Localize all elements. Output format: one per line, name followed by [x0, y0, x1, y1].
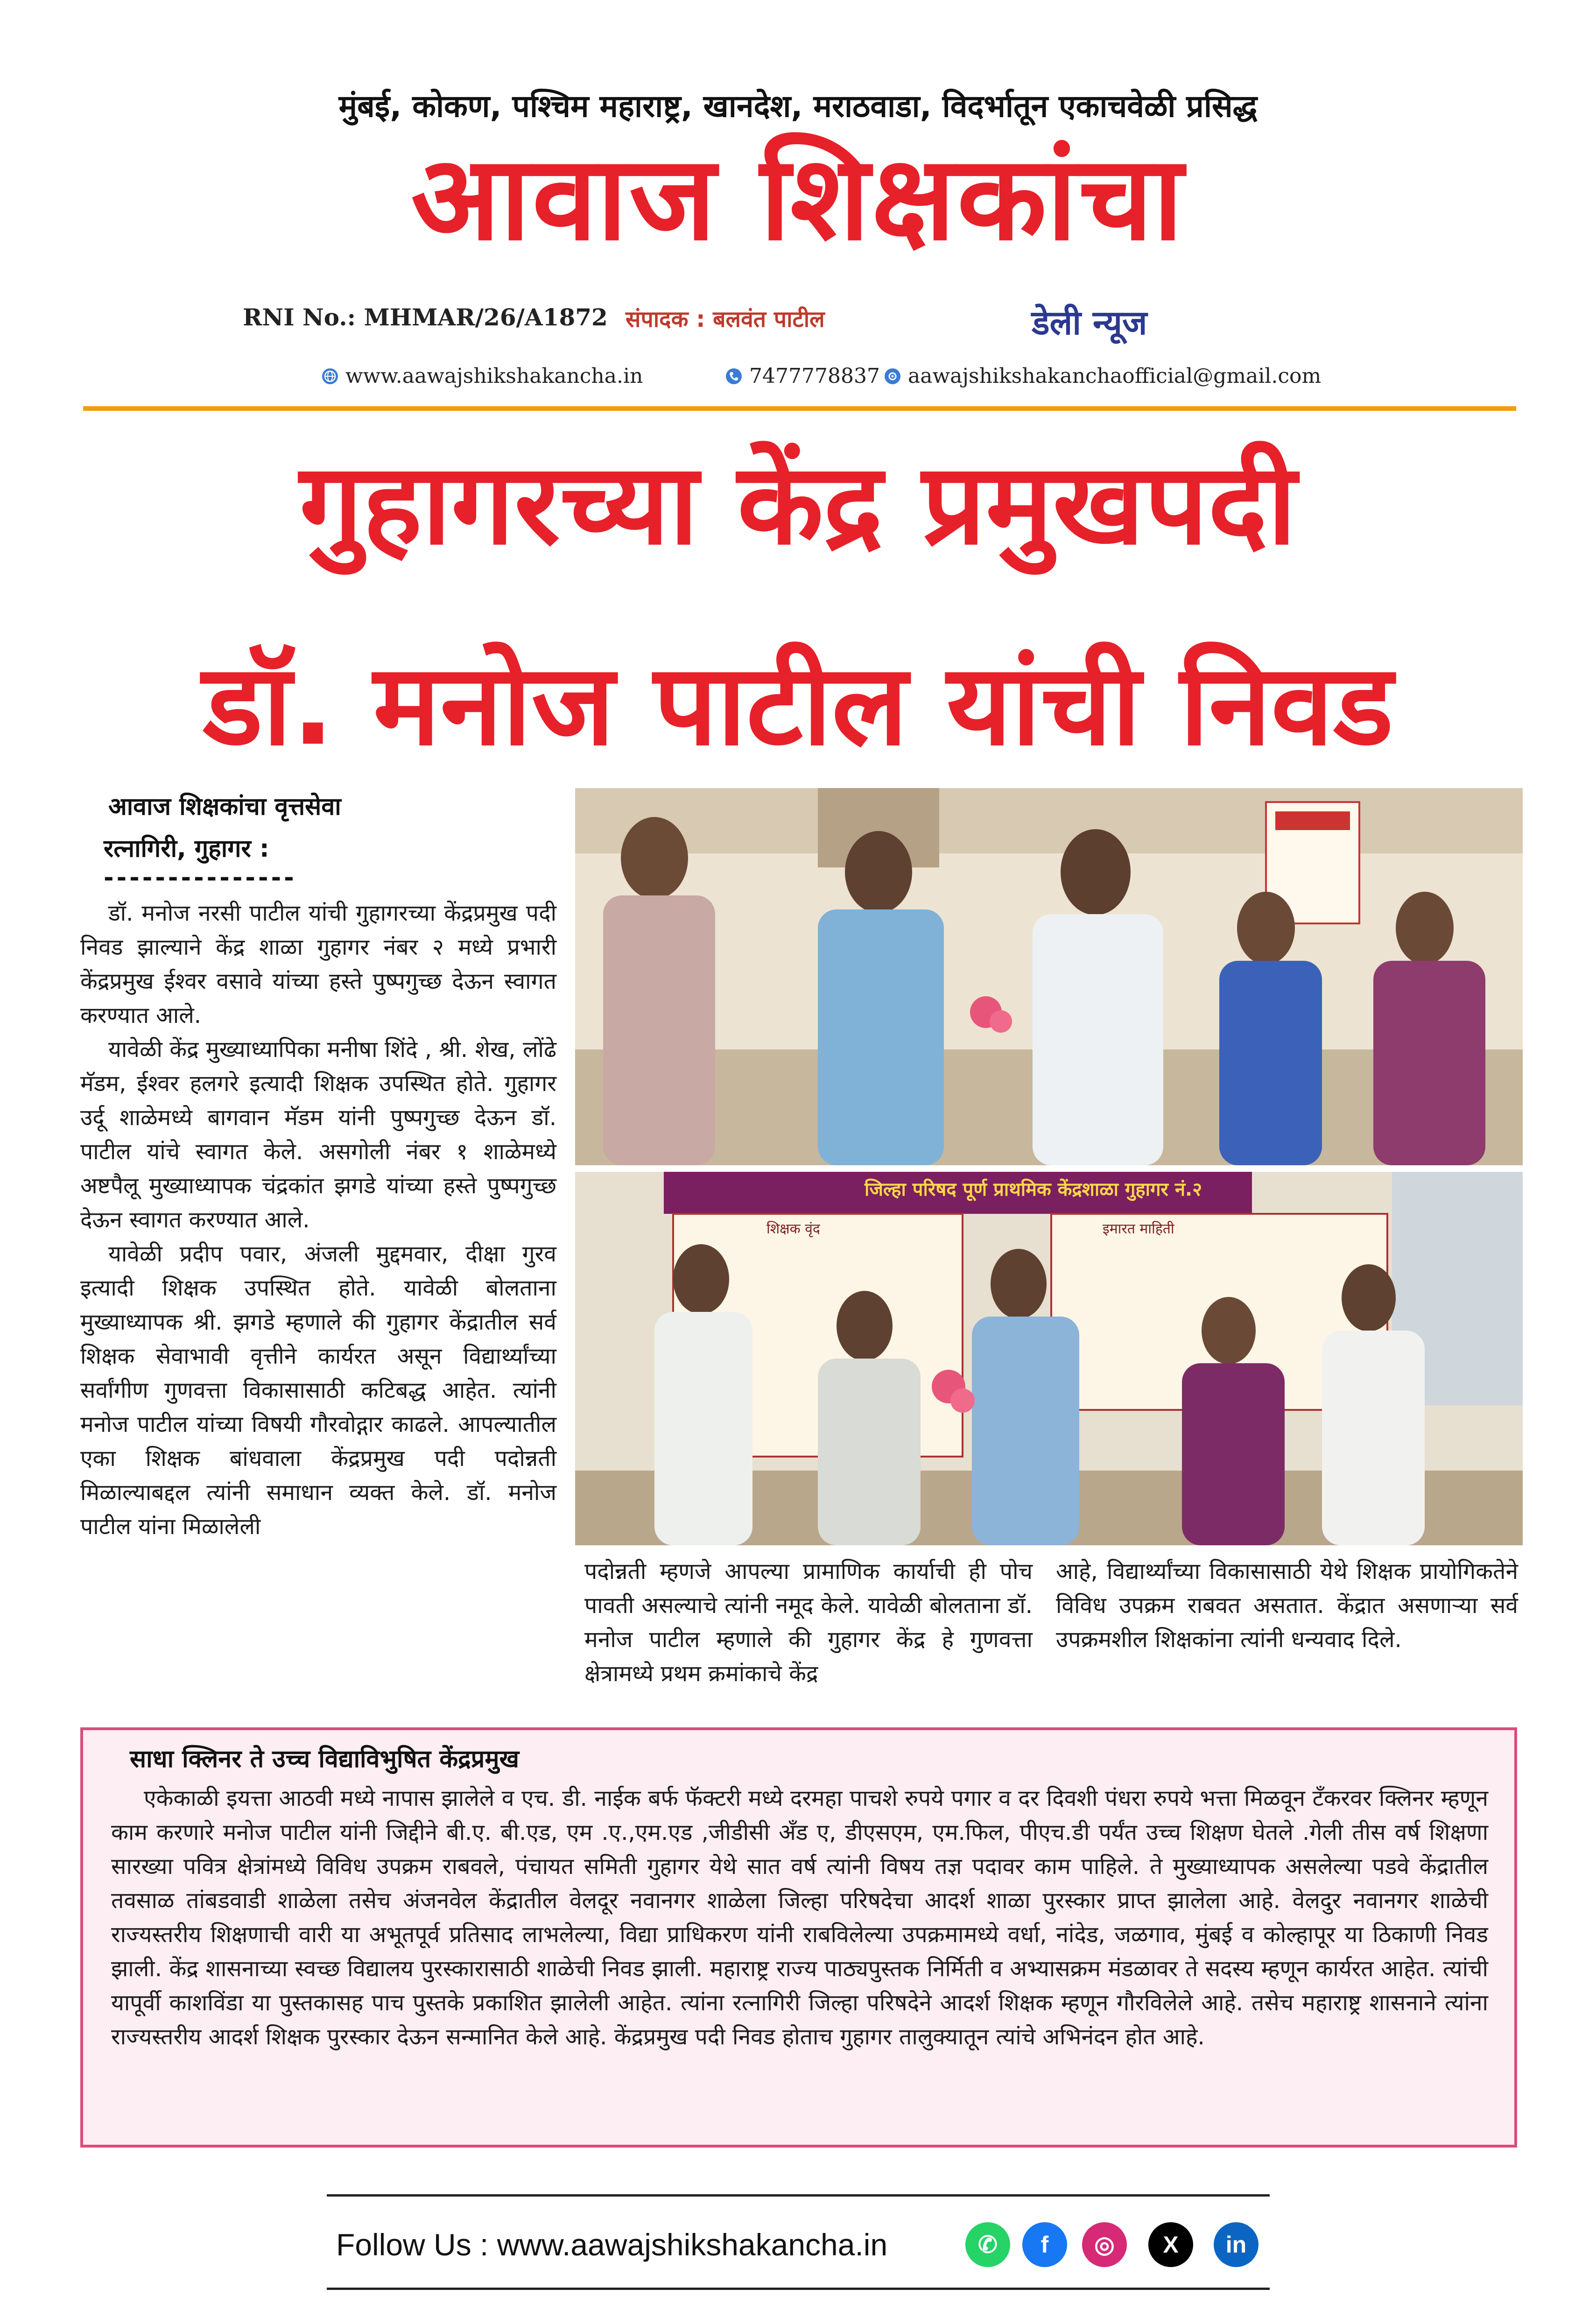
school-banner-text: जिल्हा परिषद पूर्ण प्राथमिक केंद्रशाळा गुहागर नं.२: [865, 1179, 1202, 1200]
contact-website[interactable]: [322, 364, 643, 388]
rni-number: RNI No.: MHMAR/26/A1872: [243, 303, 608, 331]
footer-bottom-rule: [327, 2288, 1270, 2290]
follow-us-text[interactable]: Follow Us : www.aawajshikshakancha.in: [336, 2227, 888, 2262]
news-service-credit: आवाज शिक्षकांचा वृत्तसेवा: [108, 793, 341, 821]
article-paragraph: आहे, विद्यार्थ्यांच्या विकासासाठी येथे शिक्षक प्रायोगिकतेने विविध उपक्रम राबवत असतात. केंद्रात असणाऱ्या सर्व उपक्रमशील शिक्षकांना त्यांनी धन्यवाद दिले.: [1056, 1558, 1518, 1653]
header-divider: [83, 406, 1516, 411]
headline-line-1: गुहागरच्या केंद्र प्रमुखपदी: [299, 439, 1297, 570]
edition-label: डेली न्यूज: [1032, 303, 1147, 342]
x-icon[interactable]: X: [1148, 2222, 1193, 2267]
masthead-tagline: मुंबई, कोकण, पश्चिम महाराष्ट्र, खानदेश, मराठवाडा, विदर्भातून एकाचवेळी प्रसिद्ध: [338, 88, 1258, 124]
email-icon: [885, 368, 900, 384]
phone-text: 7477778837: [749, 364, 880, 388]
headline-line-2: डॉ. मनोज पाटील यांची निवड: [203, 640, 1393, 770]
dateline-place: रत्नागिरी, गुहागर :: [104, 835, 269, 863]
linkedin-icon[interactable]: in: [1214, 2222, 1259, 2267]
contact-email[interactable]: [885, 364, 1321, 388]
board-label-building: इमारत माहिती: [1103, 1221, 1174, 1237]
article-middle-column: [584, 1555, 1033, 1691]
whatsapp-icon[interactable]: ✆: [965, 2222, 1010, 2267]
facebook-icon[interactable]: f: [1022, 2222, 1067, 2267]
instagram-icon[interactable]: ◎: [1082, 2222, 1127, 2267]
biography-paragraph: एकेकाळी इयत्ता आठवी मध्ये नापास झालेले व एच. डी. नाईक बर्फ फॅक्टरी मध्ये दरमहा पाचशे रुपये पगार व दर दिवशी पंधरा रुपये भत्ता मिळवून टँकरवर क्लिनर म्हणून काम करणारे मनोज पाटील यांनी जिद्दीने बी.ए. बी.एड, एम .ए.,एम.एड ,जीडीसी अँड ए, डीएसएम, एम.फिल, पीएच.डी पर्यंत उच्च शिक्षण घेतले .गेली तीस वर्ष शिक्षणा सारख्या पवित्र क्षेत्रांमध्ये विविध उपक्रम राबवले, पंचायत समिती गुहागर येथे सात वर्ष त्यांनी विषय तज्ञ पदावर काम पाहिले. ते मुख्याध्यापक असलेल्या पडवे केंद्रातील तवसाळ तांबडवाडी शाळेला तसेच अंजनवेल केंद्रातील वेलदूर नवानगर शाळेला जिल्हा परिषदेचा आदर्श शाळा पुरस्कार प्राप्त झालेला आहे. वेलदुर नवानगर शाळेची राज्यस्तरीय शिक्षणाची वारी या अभूतपूर्व प्रतिसाद लाभलेल्या, विद्या प्राधिकरण यांनी राबविलेल्या उपक्रमामध्ये वर्धा, नांदेड, जळगाव, मुंबई व कोल्हापूर या ठिकाणी निवड झाली. केंद्र शासनाच्या स्वच्छ विद्यालय पुरस्कारासाठी शाळेची निवड झाली. महाराष्ट्र राज्य पाठ्यपुस्तक निर्मिती व अभ्यासक्रम मंडळावर ते सदस्य म्हणून कार्यरत आहेत. त्यांची यापूर्वी काशविंडा या पुस्तकासह पाच पुस्तके प्रकाशित झालेली आहेत. त्यांना रत्नागिरी जिल्हा परिषदेने आदर्श शिक्षक म्हणून गौरविलेले आहे. तसेच महाराष्ट्र शासनाने त्यांना राज्यस्तरीय आदर्श शिक्षक पुरस्कार देऊन सन्मानित केले आहे. केंद्रप्रमुख पदी निवड होताच गुहागर तालुक्यातून त्यांचे अभिनंदन होत आहे.: [111, 1785, 1488, 2050]
phone-icon: [726, 368, 742, 384]
biography-box-text: [111, 1782, 1488, 2054]
photo-welcome-bouquet-school: [575, 1172, 1523, 1545]
article-paragraph: डॉ. मनोज नरसी पाटील यांची गुहागरच्या केंद्रप्रमुख पदी निवड झाल्याने केंद्र शाळा गुहागर नंबर २ मध्ये प्रभारी केंद्रप्रमुख ईश्वर वसावे यांच्या हस्ते पुष्पगुच्छ देऊन स्वागत करण्यात आले.: [80, 900, 556, 1028]
biography-box-title: साधा क्लिनर ते उच्च विद्याविभुषित केंद्रप्रमुख: [130, 1745, 520, 1773]
article-paragraph: यावेळी केंद्र मुख्याध्यापिका मनीषा शिंदे , श्री. शेख, लोंढे मॅडम, ईश्वर हलगरे इत्यादी शिक्षक उपस्थित होते. गुहागर उर्दू शाळेमध्ये बागवान मॅडम यांनी पुष्पगुच्छ देऊन डॉ. पाटील यांचे स्वागत केले. असगोली नंबर १ शाळेमध्ये अष्टपैलू मुख्याध्यापक चंद्रकांत झगडे यांच्या हस्ते पुष्पगुच्छ देऊन स्वागत करण्यात आले.: [80, 1036, 556, 1233]
board-label-teachers: शिक्षक वृंद: [766, 1221, 820, 1237]
article-right-column: [1056, 1555, 1518, 1657]
editor-credit: संपादक : बलवंत पाटील: [626, 306, 825, 332]
newspaper-masthead: आवाज शिक्षकांचा: [411, 130, 1185, 266]
contact-phone[interactable]: [726, 364, 880, 388]
globe-icon: [322, 368, 338, 384]
article-left-column: [80, 896, 556, 1544]
article-paragraph: यावेळी प्रदीप पवार, अंजली मुद्दमवार, दीक्षा गुरव इत्यादी शिक्षक उपस्थित होते. यावेळी बोलताना मुख्याध्यापक श्री. झगडे म्हणाले की गुहागर केंद्रातील सर्व शिक्षक सेवाभावी वृत्तीने कार्यरत असून विद्यार्थ्यांच्या सर्वांगीण गुणवत्ता विकासासाठी कटिबद्ध आहेत. त्यांनी मनोज पाटील यांच्या विषयी गौरवोद्गार काढले. आपल्यातील एका शिक्षक बांधवाला केंद्रप्रमुख पदी पदोन्नती मिळाल्याबद्दल त्यांनी समाधान व्यक्त केले. डॉ. मनोज पाटील यांना मिळालेली: [80, 1241, 556, 1540]
footer-top-rule: [327, 2194, 1270, 2197]
website-text: www.aawajshikshakancha.in: [345, 364, 643, 388]
biography-box: [80, 1727, 1517, 2148]
photo-welcome-bouquet-office: [575, 788, 1523, 1165]
article-paragraph: पदोन्नती म्हणजे आपल्या प्रामाणिक कार्याची ही पोच पावती असल्याचे त्यांनी नमूद केले. यावेळी बोलताना डॉ. मनोज पाटील म्हणाले की गुहागर केंद्र हे गुणवत्ता क्षेत्रामध्ये प्रथम क्रमांकाचे केंद्र: [584, 1558, 1033, 1687]
byline-divider: ---------------: [104, 864, 297, 892]
email-text: aawajshikshakanchaofficial@gmail.com: [908, 364, 1322, 388]
